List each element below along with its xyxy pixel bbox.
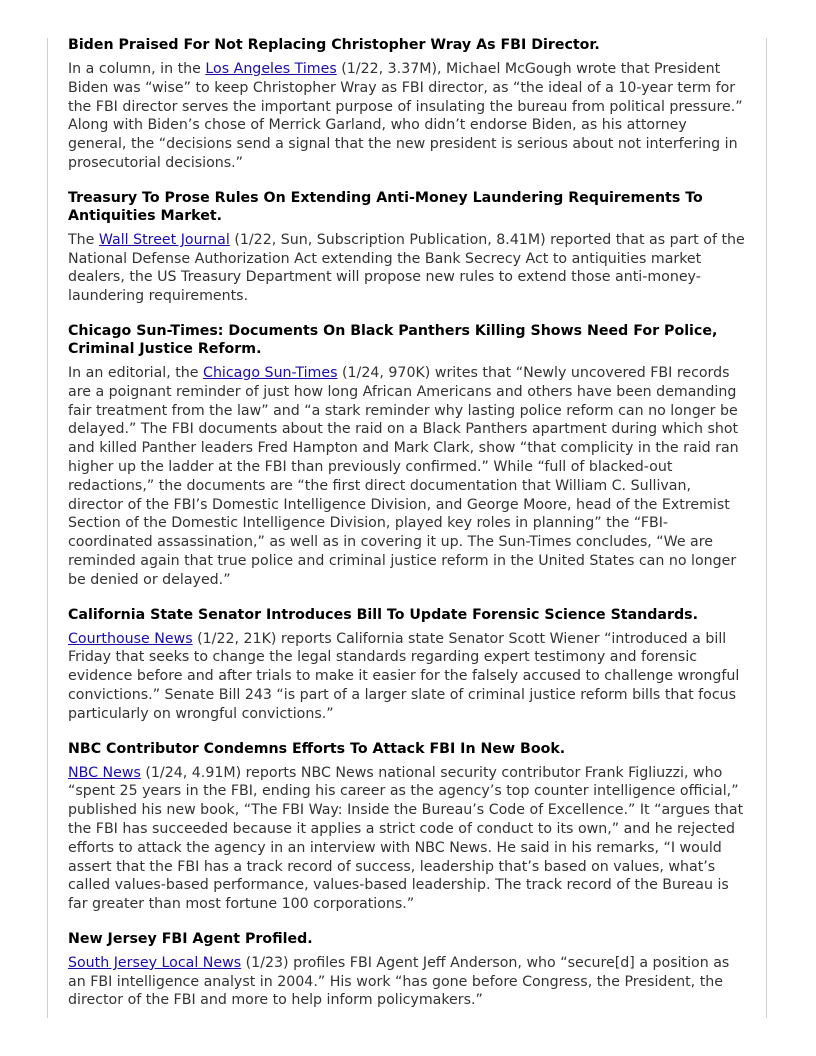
article-headline: Treasury To Prose Rules On Extending Anti-Money Laundering Requirements To Antiquities Market. (68, 189, 703, 224)
source-link-nbc-news[interactable]: NBC News (68, 764, 141, 781)
article-text: (1/24, 970K) writes that “Newly uncovered FBI records are a poignant reminder of just how long African Americans and others have been demanding fair treatment from the law” and “a stark reminder why lasting police reform can no longer be delayed.” The FBI documents about the raid on a Black Panthers apartment during which shot and killed Panther leaders Fred Hampton and Mark Clark, show “that complicity in the raid ran higher up the ladder at the FBI than previously confirmed.” While “full of blacked-out redactions,” the documents are “the first direct documentation that William C. Sullivan, director of the FBI’s Domestic Intelligence Division, and George Moore, head of the Extremist Section of the Domestic Intelligence Division, played key roles in planning” the “FBI-coordinated assassination,” as well as in covering it up. The Sun-Times concludes, “We are reminded again that true police and criminal justice reform in the United States can no longer be denied or delayed.” (68, 364, 739, 588)
article-text: (1/24, 4.91M) reports NBC News national security contributor Frank Figliuzzi, who “spent 25 years in the FBI, ending his career as the agency’s top counter intelligence official,” published his new book, “The FBI Way: Inside the Bureau’s Code of Excellence.” It “argues that the FBI has succeeded because it applies a strict code of conduct to its own,” and he rejected efforts to attack the agency in an interview with NBC News. He said in his remarks, “I would assert that the FBI has a track record of success, leadership that’s based on values, what’s called values-based performance, values-based leadership. The track record of the Bureau is far greater than most fortune 100 corporations.” (68, 764, 744, 913)
source-link-south-jersey-local-news[interactable]: South Jersey Local News (68, 954, 242, 971)
source-link-chicago-sun-times[interactable]: Chicago Sun-Times (203, 364, 338, 381)
article-prefix: In a column, in the (68, 61, 206, 77)
article-nbc-book (68, 740, 748, 914)
article-text: (1/22, 21K) reports California state Senator Scott Wiener “introduced a bill Friday that seeks to change the legal standards regarding expert testimony and forensic evidence before and after trials to make it easier for the falsely accused to challenge wrongful convictions.” Senate Bill 243 “is part of a larger slate of criminal justice reform bills that focus particularly on wrongful convictions.” (68, 630, 740, 722)
article-body (68, 764, 748, 914)
article-treasury (68, 189, 748, 306)
news-content (68, 36, 748, 1026)
article-forensic-bill (68, 606, 748, 724)
source-link-wall-street-journal[interactable]: Wall Street Journal (98, 231, 230, 248)
article-body (68, 364, 748, 590)
article-body (68, 60, 748, 173)
article-prefix: In an editorial, the (68, 364, 204, 381)
source-link-courthouse-news[interactable]: Courthouse News (68, 630, 193, 647)
article-headline: New Jersey FBI Agent Profiled. (68, 930, 313, 947)
article-text: (1/23) profiles FBI Agent Jeff Anderson, who “secure[d] a position as an FBI intelligence analyst in 2004.” His work “has gone before Congress, the President, the director of the FBI and more to help inform policymakers.” (68, 954, 730, 1009)
article-wray (68, 36, 748, 173)
article-prefix: The (68, 231, 99, 248)
article-nj-agent (68, 930, 748, 1010)
article-headline: Biden Praised For Not Replacing Christopher Wray As FBI Director. (68, 37, 600, 53)
article-body (68, 954, 748, 1010)
source-link-los-angeles-times[interactable]: Los Angeles Times (205, 61, 337, 77)
article-headline: NBC Contributor Condemns Efforts To Attack FBI In New Book. (68, 740, 566, 757)
article-headline: Chicago Sun-Times: Documents On Black Panthers Killing Shows Need For Police, Criminal Justice Reform. (68, 322, 718, 357)
article-text: (1/22, Sun, Subscription Publication, 8.41M) reported that as part of the National Defense Authorization Act extending the Bank Secrecy Act to antiquities market dealers, the US Treasury Department will propose new rules to extend those anti-money-laundering requirements. (68, 231, 745, 305)
article-sun-times (68, 322, 748, 590)
article-body (68, 231, 748, 306)
article-text: (1/22, 3.37M), Michael McGough wrote that President Biden was “wise” to keep Christopher Wray as FBI director, as “the ideal of a 10-year term for the FBI director serves the important purpose of insulating the bureau from political pressure.” Along with Biden’s chose of Merrick Garland, who didn’t endorse Biden, as his attorney general, the “decisions send a signal that the new president is serious about not interfering in prosecutorial decisions.” (68, 61, 743, 171)
article-headline: California State Senator Introduces Bill To Update Forensic Science Standards. (68, 606, 698, 623)
article-body (68, 630, 748, 724)
